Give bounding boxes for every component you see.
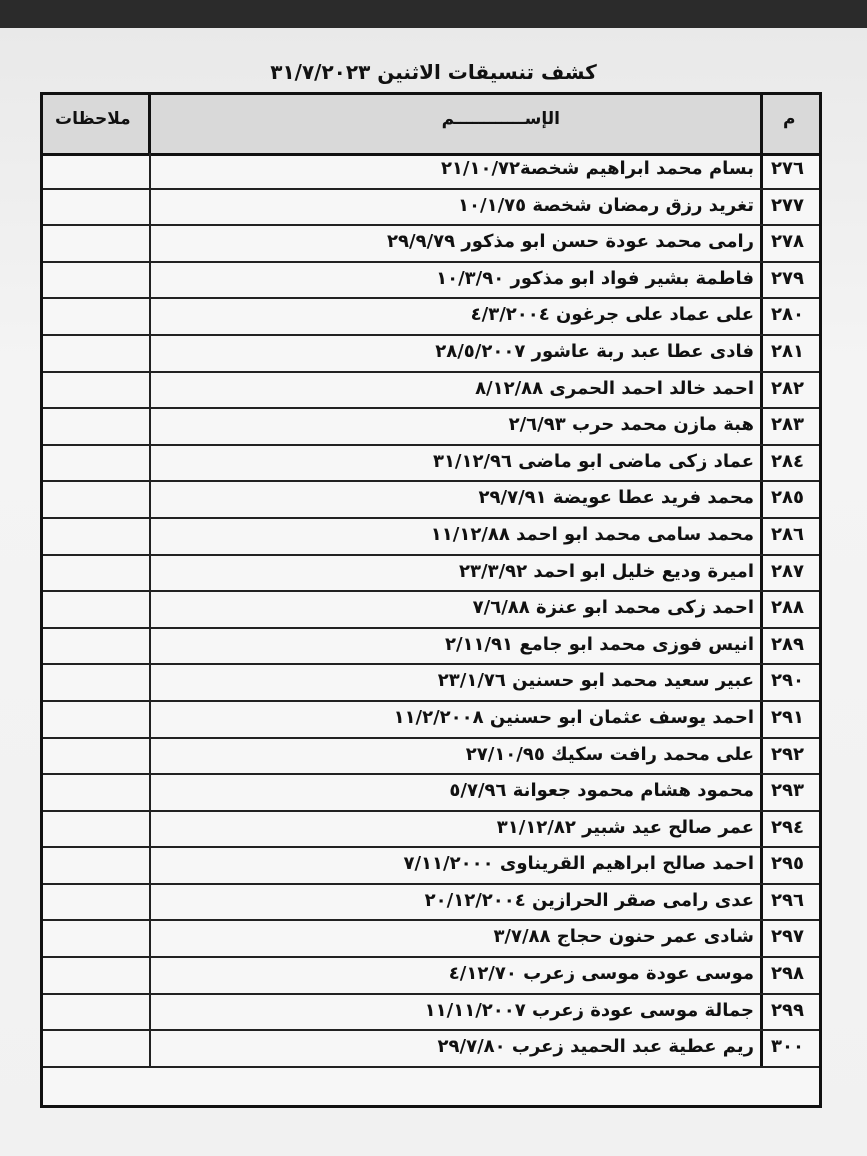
notes-cell — [43, 336, 151, 371]
table-row — [43, 263, 819, 300]
document-title: كشف تنسيقات الاثنين ٣١/٧/٢٠٢٣ — [270, 60, 597, 84]
name-cell — [151, 958, 763, 993]
notes-cell — [43, 665, 151, 700]
name-cell — [151, 812, 763, 847]
person-name: جمالة موسى عودة زعرب ١١/١١/٢٠٠٧ — [424, 999, 754, 1021]
person-name: محمد فريد عطا عويضة ٢٩/٧/٩١ — [478, 487, 754, 509]
number-cell — [763, 812, 819, 847]
notes-cell — [43, 739, 151, 774]
header-notes-label: ملاحظات — [55, 109, 131, 129]
notes-cell — [43, 299, 151, 334]
row-number: ٢٨٤ — [771, 450, 804, 472]
name-cell — [151, 409, 763, 444]
number-cell — [763, 519, 819, 554]
row-number: ٢٨٣ — [771, 414, 804, 436]
person-name: احمد زكى محمد ابو عنزة ٧/٦/٨٨ — [472, 597, 754, 619]
table-row — [43, 1031, 819, 1068]
row-number: ٢٩٢ — [771, 743, 804, 765]
number-cell — [763, 336, 819, 371]
person-name: محمد سامى محمد ابو احمد ١١/١٢/٨٨ — [430, 523, 754, 545]
person-name: عماد زكى ماضى ابو ماضى ٣١/١٢/٩٦ — [432, 450, 754, 472]
person-name: احمد يوسف عثمان ابو حسنين ١١/٢/٢٠٠٨ — [393, 706, 754, 728]
number-cell — [763, 629, 819, 664]
row-number: ٢٨١ — [771, 340, 804, 362]
notes-cell — [43, 263, 151, 298]
person-name: فادى عطا عبد ربة عاشور ٢٨/٥/٢٠٠٧ — [435, 340, 754, 362]
name-cell — [151, 592, 763, 627]
table-row — [43, 885, 819, 922]
number-cell — [763, 885, 819, 920]
row-number: ٢٩٣ — [771, 780, 804, 802]
number-cell — [763, 739, 819, 774]
notes-cell — [43, 592, 151, 627]
number-cell — [763, 958, 819, 993]
number-cell — [763, 373, 819, 408]
person-name: موسى عودة موسى زعرب ٤/١٢/٧٠ — [448, 963, 754, 985]
table-row — [43, 336, 819, 373]
header-name-cell — [151, 95, 763, 153]
table-row — [43, 812, 819, 849]
name-cell — [151, 336, 763, 371]
table-row — [43, 556, 819, 593]
table-row — [43, 190, 819, 227]
name-cell — [151, 373, 763, 408]
number-cell — [763, 1031, 819, 1066]
person-name: على عماد على جرغون ٤/٣/٢٠٠٤ — [470, 304, 754, 326]
table-row — [43, 702, 819, 739]
notes-cell — [43, 1031, 151, 1066]
person-name: اميرة وديع خليل ابو احمد ٢٣/٣/٩٢ — [459, 560, 754, 582]
number-cell — [763, 775, 819, 810]
person-name: احمد خالد احمد الحمرى ٨/١٢/٨٨ — [475, 377, 754, 399]
table-header — [43, 95, 819, 156]
number-cell — [763, 409, 819, 444]
notes-cell — [43, 446, 151, 481]
row-number: ٢٧٧ — [771, 194, 804, 216]
notes-cell — [43, 373, 151, 408]
number-cell — [763, 921, 819, 956]
row-number: ٢٩٩ — [771, 999, 804, 1021]
row-number: ٢٨٢ — [771, 377, 804, 399]
row-number: ٢٨٥ — [771, 487, 804, 509]
notes-cell — [43, 848, 151, 883]
number-cell — [763, 556, 819, 591]
notes-cell — [43, 482, 151, 517]
row-number: ٣٠٠ — [771, 1036, 804, 1058]
row-number: ٢٩٧ — [771, 926, 804, 948]
number-cell — [763, 226, 819, 261]
notes-cell — [43, 409, 151, 444]
notes-cell — [43, 629, 151, 664]
name-cell — [151, 446, 763, 481]
number-cell — [763, 446, 819, 481]
table-row — [43, 665, 819, 702]
name-cell — [151, 299, 763, 334]
row-number: ٢٧٨ — [771, 231, 804, 253]
name-cell — [151, 153, 763, 188]
notes-cell — [43, 775, 151, 810]
notes-cell — [43, 153, 151, 188]
table-row — [43, 592, 819, 629]
person-name: عمر صالح عيد شبير ٣١/١٢/٨٢ — [496, 816, 754, 838]
name-cell — [151, 556, 763, 591]
table-row — [43, 995, 819, 1032]
table-row — [43, 409, 819, 446]
number-cell — [763, 702, 819, 737]
table-row — [43, 519, 819, 556]
notes-cell — [43, 958, 151, 993]
name-cell — [151, 1031, 763, 1066]
row-number: ٢٨٠ — [771, 304, 804, 326]
person-name: فاطمة بشير فواد ابو مذكور ١٠/٣/٩٠ — [436, 267, 754, 289]
notes-cell — [43, 556, 151, 591]
name-cell — [151, 519, 763, 554]
row-number: ٢٨٧ — [771, 560, 804, 582]
notes-cell — [43, 885, 151, 920]
table-row — [43, 482, 819, 519]
person-name: عبير سعيد محمد ابو حسنين ٢٣/١/٧٦ — [437, 670, 754, 692]
name-cell — [151, 190, 763, 225]
person-name: بسام محمد ابراهيم شخصة٢١/١٠/٧٢ — [440, 158, 754, 179]
person-name: تغريد رزق رمضان شخصة ١٠/١/٧٥ — [458, 194, 754, 216]
row-number: ٢٧٦ — [771, 158, 804, 179]
notes-cell — [43, 226, 151, 261]
name-cell — [151, 775, 763, 810]
name-cell — [151, 665, 763, 700]
table-row — [43, 226, 819, 263]
table-row — [43, 848, 819, 885]
header-name-label: الإســــــــــــم — [441, 109, 560, 129]
row-number: ٢٩٨ — [771, 963, 804, 985]
name-cell — [151, 848, 763, 883]
table-row — [43, 775, 819, 812]
table-row — [43, 629, 819, 666]
name-cell — [151, 885, 763, 920]
person-name: هبة مازن محمد حرب ٢/٦/٩٣ — [508, 414, 754, 436]
table-row — [43, 446, 819, 483]
table-row — [43, 958, 819, 995]
number-cell — [763, 190, 819, 225]
row-number: ٢٩١ — [771, 706, 804, 728]
name-cell — [151, 482, 763, 517]
notes-cell — [43, 702, 151, 737]
header-number-label: م — [783, 109, 796, 129]
row-number: ٢٩٥ — [771, 853, 804, 875]
number-cell — [763, 848, 819, 883]
name-cell — [151, 702, 763, 737]
number-cell — [763, 153, 819, 188]
number-cell — [763, 263, 819, 298]
name-cell — [151, 629, 763, 664]
person-name: محمود هشام محمود جعوانة ٥/٧/٩٦ — [449, 780, 754, 802]
table-body — [43, 153, 819, 1068]
table-row — [43, 153, 819, 190]
row-number: ٢٨٩ — [771, 633, 804, 655]
row-number: ٢٩٠ — [771, 670, 804, 692]
number-cell — [763, 592, 819, 627]
name-cell — [151, 263, 763, 298]
row-number: ٢٩٤ — [771, 816, 804, 838]
name-cell — [151, 739, 763, 774]
table-row — [43, 299, 819, 336]
row-number: ٢٧٩ — [771, 267, 804, 289]
notes-cell — [43, 190, 151, 225]
person-name: احمد صالح ابراهيم القريناوى ٧/١١/٢٠٠٠ — [403, 853, 754, 875]
table-row — [43, 921, 819, 958]
notes-cell — [43, 519, 151, 554]
name-cell — [151, 995, 763, 1030]
name-cell — [151, 921, 763, 956]
person-name: شادى عمر حنون حجاج ٣/٧/٨٨ — [493, 926, 754, 948]
number-cell — [763, 482, 819, 517]
person-name: ريم عطية عبد الحميد زعرب ٢٩/٧/٨٠ — [437, 1036, 754, 1058]
person-name: رامى محمد عودة حسن ابو مذكور ٢٩/٩/٧٩ — [387, 231, 754, 253]
table-row — [43, 739, 819, 776]
header-number-cell — [763, 95, 819, 153]
person-name: انيس فوزى محمد ابو جامع ٢/١١/٩١ — [444, 633, 754, 655]
number-cell — [763, 299, 819, 334]
notes-cell — [43, 995, 151, 1030]
header-notes-cell — [43, 95, 151, 153]
names-table — [40, 92, 822, 1108]
row-number: ٢٨٦ — [771, 523, 804, 545]
number-cell — [763, 665, 819, 700]
notes-cell — [43, 812, 151, 847]
name-cell — [151, 226, 763, 261]
table-row — [43, 373, 819, 410]
row-number: ٢٩٦ — [771, 889, 804, 911]
number-cell — [763, 995, 819, 1030]
person-name: عدى رامى صقر الحرازين ٢٠/١٢/٢٠٠٤ — [424, 889, 754, 911]
notes-cell — [43, 921, 151, 956]
person-name: على محمد رافت سكيك ٢٧/١٠/٩٥ — [465, 743, 754, 765]
row-number: ٢٨٨ — [771, 597, 804, 619]
